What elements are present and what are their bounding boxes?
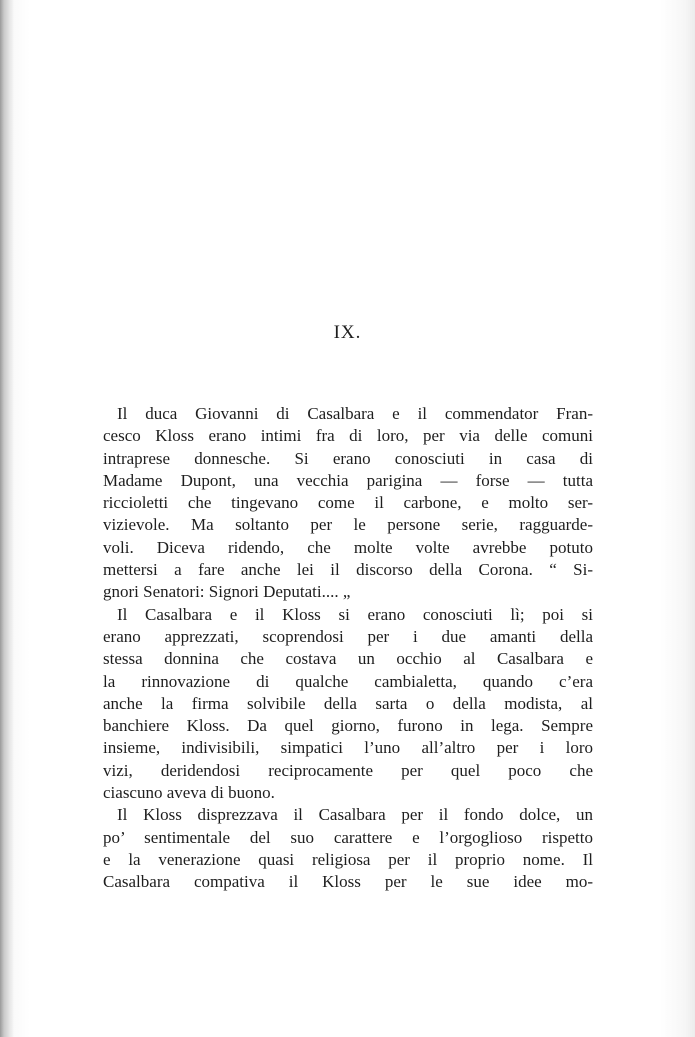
text-line: Casalbara compativa il Kloss per le sue idee mo- <box>103 872 593 892</box>
text-line: gnori Senatori: Signori Deputati.... „ <box>103 582 351 602</box>
text-line: intraprese donnesche. Si erano conosciuti in casa di <box>103 448 593 468</box>
text-line: anche la firma solvibile della sarta o della modista, al <box>103 693 593 713</box>
chapter-text <box>103 403 593 894</box>
text-line: Il duca Giovanni di Casalbara e il commendator Fran- <box>117 404 593 423</box>
text-line: erano apprezzati, scoprendosi per i due amanti della <box>103 626 593 646</box>
text-line: riccioletti che tingevano come il carbone, e molto ser- <box>103 493 593 513</box>
text-line: stessa donnina che costava un occhio al Casalbara e <box>103 649 593 669</box>
text-line: vizievole. Ma soltanto per le persone serie, ragguarde- <box>103 515 593 535</box>
text-line: banchiere Kloss. Da quel giorno, furono in lega. Sempre <box>103 716 593 736</box>
text-line: vizi, deridendosi reciprocamente per quel poco che <box>103 760 593 780</box>
chapter-heading: IX. <box>333 322 362 343</box>
text-line: e la venerazione quasi religiosa per il proprio nome. Il <box>103 849 593 869</box>
text-line: cesco Kloss erano intimi fra di loro, per via delle comuni <box>103 426 593 446</box>
text-line: Madame Dupont, una vecchia parigina — forse — tutta <box>103 470 593 490</box>
text-line: insieme, indivisibili, simpatici l’uno all’altro per i loro <box>103 738 593 758</box>
binding-shadow <box>0 0 14 1037</box>
text-line: Il Kloss disprezzava il Casalbara per il fondo dolce, un <box>117 805 593 825</box>
text-line: mettersi a fare anche lei il discorso della Corona. “ Si- <box>103 560 593 580</box>
text-line: po’ sentimentale del suo carattere e l’orgoglioso rispetto <box>103 827 593 847</box>
text-line: la rinnovazione di qualche cambialetta, quando c’era <box>103 671 593 691</box>
text-line: Il Casalbara e il Kloss si erano conosciuti lì; poi si <box>117 604 593 624</box>
text-line: voli. Diceva ridendo, che molte volte avrebbe potuto <box>103 537 593 557</box>
text-line: ciascuno aveva di buono. <box>103 783 275 803</box>
